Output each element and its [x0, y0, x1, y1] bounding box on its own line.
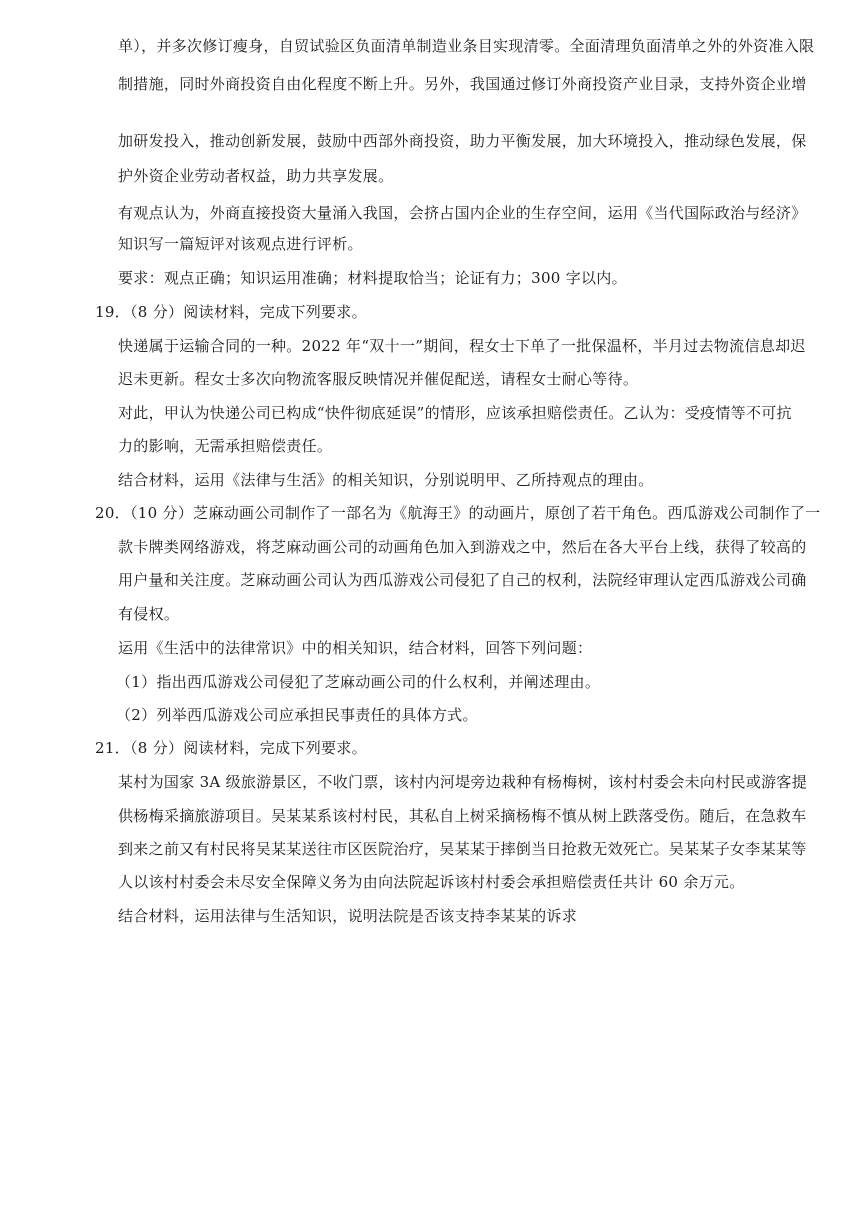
text-line: 运用《生活中的法律常识》中的相关知识，结合材料，回答下列问题： — [118, 639, 593, 657]
text-line: 要求：观点正确；知识运用准确；材料提取恰当；论证有力；300 字以内。 — [118, 269, 627, 287]
sub-question-1: （1）指出西瓜游戏公司侵犯了芝麻动画公司的什么权利，并阐述理由。 — [116, 673, 601, 691]
text-line: 款卡牌类网络游戏，将芝麻动画公司的动画角色加入到游戏之中，然后在各大平台上线，获得了较高的 — [118, 538, 807, 556]
sub-question-2: （2）列举西瓜游戏公司应承担民事责任的具体方式。 — [116, 706, 478, 724]
text-line: 对此，甲认为快递公司已构成“快件彻底延误”的情形，应该承担赔偿责任。乙认为：受疫情等不可抗 — [118, 404, 792, 422]
text-line: 到来之前又有村民将吴某某送往市区医院治疗，吴某某于摔倒当日抢救无效死亡。吴某某子女李某某等 — [118, 840, 807, 858]
text-line: 单），并多次修订瘦身，自贸试验区负面清单制造业条目实现清零。全面清理负面清单之外的外资准入限 — [118, 37, 815, 55]
text-line: 护外资企业劳动者权益，助力共享发展。 — [118, 167, 394, 185]
text-line: 用户量和关注度。芝麻动画公司认为西瓜游戏公司侵犯了自己的权利，法院经审理认定西瓜游戏公司确 — [118, 571, 807, 589]
text-line: 迟未更新。程女士多次向物流客服反映情况并催促配送，请程女士耐心等待。 — [118, 370, 639, 388]
text-line: 结合材料，运用《法律与生活》的相关知识，分别说明甲、乙所持观点的理由。 — [118, 471, 654, 489]
text-line: 力的影响，无需承担赔偿责任。 — [118, 437, 333, 455]
text-line: 制措施，同时外商投资自由化程度不断上升。另外，我国通过修订外商投资产业目录，支持外资企业增 — [118, 75, 807, 93]
text-line: 有观点认为，外商直接投资大量涌入我国，会挤占国内企业的生存空间，运用《当代国际政治与经济》 — [118, 204, 807, 222]
text-line: 结合材料，运用法律与生活知识，说明法院是否该支持李某某的诉求 — [118, 907, 578, 925]
question-20-header: 20．（10 分）芝麻动画公司制作了一部名为《航海王》的动画片，原创了若干角色。西瓜游戏公司制作了一 — [95, 504, 821, 522]
text-line: 有侵权。 — [118, 605, 180, 623]
question-19-header: 19．（8 分）阅读材料，完成下列要求。 — [95, 303, 367, 321]
text-line: 供杨梅采摘旅游项目。吴某某系该村村民，其私自上树采摘杨梅不慎从树上跌落受伤。随后，在急救车 — [118, 807, 807, 825]
text-line: 快递属于运输合同的一种。2022 年“双十一”期间，程女士下单了一批保温杯，半月过去物流信息却迟 — [118, 337, 806, 355]
text-line: 知识写一篇短评对该观点进行评析。 — [118, 235, 363, 253]
question-21-header: 21．（8 分）阅读材料，完成下列要求。 — [95, 739, 367, 757]
text-line: 加研发投入，推动创新发展，鼓励中西部外商投资，助力平衡发展，加大环境投入，推动绿色发展，保 — [118, 132, 807, 150]
text-line: 某村为国家 3A 级旅游景区，不收门票，该村内河堤旁边栽种有杨梅树，该村村委会未向村民或游客提 — [118, 773, 808, 791]
text-line: 人以该村村委会未尽安全保障义务为由向法院起诉该村村委会承担赔偿责任共计 60 余万元。 — [118, 873, 745, 891]
